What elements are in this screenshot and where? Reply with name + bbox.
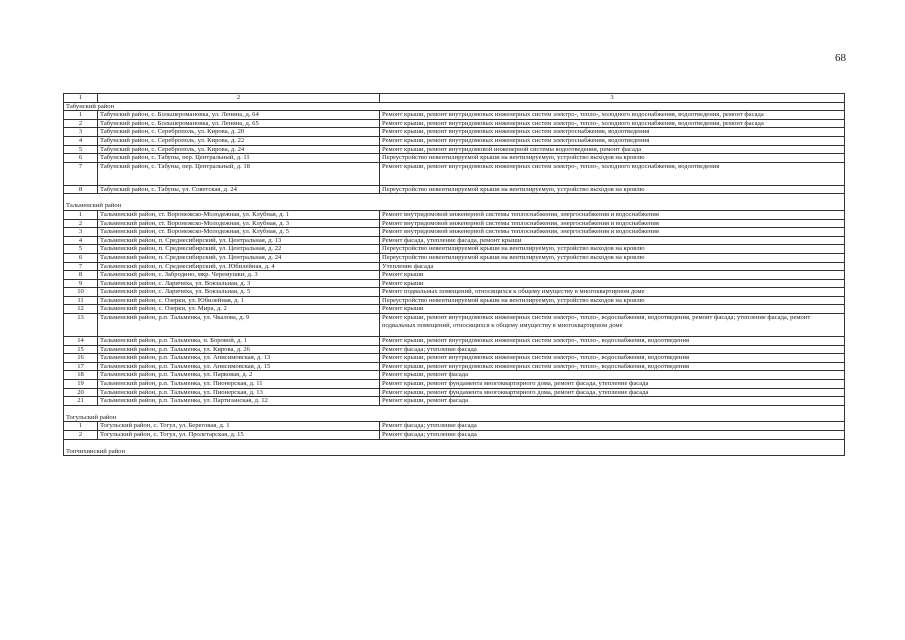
row-work: Ремонт крыши, ремонт внутридомовой инженерной системы водоотведения, ремонт фасада xyxy=(380,145,845,154)
row-number: 20 xyxy=(64,388,98,397)
row-address: Тальменский район, р.п. Тальменка, ул. Пионерская, д. 13 xyxy=(98,388,380,397)
row-number: 15 xyxy=(64,345,98,354)
region-title: Тогульский район xyxy=(64,405,845,422)
row-work: Ремонт крыши, ремонт внутридомовых инженерных систем электро-, тепло-, водоснабжения, водоотведения xyxy=(380,337,845,346)
row-number: 3 xyxy=(64,128,98,137)
row-address: Тальменский район, р.п. Тальменка, ул. Анисимовская, д. 13 xyxy=(98,354,380,363)
row-address: Тальменский район, р.п. Тальменка, ул. Парковая, д. 2 xyxy=(98,371,380,380)
region-row xyxy=(64,439,845,456)
table-row xyxy=(64,431,845,440)
row-address: Тальменский район, р.п. Тальменка, ул. Пионерская, д. 11 xyxy=(98,380,380,389)
row-number: 1 xyxy=(64,422,98,431)
table-row xyxy=(64,253,845,262)
table-row xyxy=(64,210,845,219)
table-row xyxy=(64,279,845,288)
header-col-1: 1 xyxy=(64,94,98,103)
table-row xyxy=(64,305,845,314)
row-work: Ремонт внутридомовой инженерной системы теплоснабжения, энергоснабжения и водоснабжения xyxy=(380,210,845,219)
table-row xyxy=(64,296,845,305)
row-work: Ремонт фасада; утепление фасада xyxy=(380,431,845,440)
row-address: Тальменский район, ст. Воронежско-Молодежная, ул. Клубная, д. 5 xyxy=(98,228,380,237)
row-work: Ремонт крыши xyxy=(380,271,845,280)
row-address: Табунский район, с. Сереброполь, ул. Кирова, д. 20 xyxy=(98,128,380,137)
row-number: 7 xyxy=(64,162,98,185)
table-row xyxy=(64,371,845,380)
row-work: Переустройство невентилируемой крыши на вентилируемую, устройство выходов на кровлю xyxy=(380,296,845,305)
row-address: Тальменский район, с. Озерки, ул. Юбилейная, д. 1 xyxy=(98,296,380,305)
table-row xyxy=(64,162,845,185)
table-row xyxy=(64,236,845,245)
row-work: Ремонт крыши, ремонт внутридомовых инженерных систем электро-, тепло-, водоснабжения, водоотведения xyxy=(380,362,845,371)
row-work: Ремонт крыши, ремонт фасада xyxy=(380,371,845,380)
table-row xyxy=(64,354,845,363)
row-number: 4 xyxy=(64,136,98,145)
region-row xyxy=(64,405,845,422)
table-row xyxy=(64,219,845,228)
row-number: 18 xyxy=(64,371,98,380)
header-col-3: 3 xyxy=(380,94,845,103)
row-work: Ремонт фасада; утепление фасада xyxy=(380,345,845,354)
row-number: 2 xyxy=(64,219,98,228)
row-address: Табунский район, с. Сереброполь, ул. Кирова, д. 24 xyxy=(98,145,380,154)
row-work: Переустройство невентилируемой крыши на вентилируемую, устройство выходов на кровлю xyxy=(380,185,845,194)
row-number: 4 xyxy=(64,236,98,245)
row-address: Тальменский район, р.п. Тальменка, ул. Партизанская, д. 12 xyxy=(98,397,380,406)
row-work: Ремонт фасада; утепление фасада xyxy=(380,422,845,431)
row-address: Тальменский район, п. Среднесибирский, ул. Юбилейная, д. 4 xyxy=(98,262,380,271)
row-work: Ремонт крыши, ремонт фундамента многоквартирного дома, ремонт фасада, утепление фасада xyxy=(380,380,845,389)
row-address: Тальменский район, п. Среднесибирский, ул. Центральная, д. 22 xyxy=(98,245,380,254)
row-address: Тальменский район, п. Среднесибирский, ул. Центральная, д. 13 xyxy=(98,236,380,245)
row-address: Тальменский район, с. Озерки, ул. Мира, д. 2 xyxy=(98,305,380,314)
table-row xyxy=(64,380,845,389)
table-row xyxy=(64,345,845,354)
region-title: Тальменский район xyxy=(64,194,845,211)
row-work: Ремонт крыши, ремонт внутридомовых инженерных систем электроснабжения, водоотведения xyxy=(380,136,845,145)
row-address: Табунский район, с. Сереброполь, ул. Кирова, д. 22 xyxy=(98,136,380,145)
row-number: 12 xyxy=(64,305,98,314)
row-address: Табунский район, с. Табуны, пер. Центральный, д. 11 xyxy=(98,154,380,163)
table-row xyxy=(64,128,845,137)
row-work: Ремонт крыши, ремонт внутридомовых инженерных систем электро-, тепло-, холодного водоснабжения, водоотведения, ремонт фасада xyxy=(380,119,845,128)
row-number: 2 xyxy=(64,431,98,440)
table-row xyxy=(64,422,845,431)
table-row xyxy=(64,337,845,346)
row-address: Тальменский район, ст. Воронежско-Молодежная, ул. Клубная, д. 1 xyxy=(98,210,380,219)
row-number: 14 xyxy=(64,337,98,346)
row-address: Тальменский район, с. Забродино, мкр. Черемушки, д. 3 xyxy=(98,271,380,280)
row-work: Ремонт крыши xyxy=(380,279,845,288)
table-row xyxy=(64,136,845,145)
table-row xyxy=(64,145,845,154)
row-work: Ремонт крыши xyxy=(380,305,845,314)
table-row xyxy=(64,154,845,163)
row-work: Переустройство невентилируемой крыши на вентилируемую, устройство выходов на кровлю xyxy=(380,245,845,254)
table-row xyxy=(64,119,845,128)
row-number: 5 xyxy=(64,145,98,154)
row-address: Тальменский район, с. Ларичиха, ул. Вокзальная, д. 3 xyxy=(98,279,380,288)
row-work: Утепление фасада xyxy=(380,262,845,271)
row-work: Ремонт крыши, ремонт внутридомовых инженерных систем электро-, тепло-, водоснабжения, водоотведения, ремонт фасада; утепление фасада, ремонт подвальных помещений, относящихся к общему имуществу в многоквартирном доме xyxy=(380,314,845,337)
row-work: Ремонт крыши, ремонт фундамента многоквартирного дома, ремонт фасада, утепление фасада xyxy=(380,388,845,397)
table-row xyxy=(64,288,845,297)
table-row xyxy=(64,397,845,406)
table-row xyxy=(64,314,845,337)
row-number: 1 xyxy=(64,111,98,120)
row-number: 2 xyxy=(64,119,98,128)
row-number: 19 xyxy=(64,380,98,389)
row-address: Тогульский район, с. Тогул, ул. Береговая, д. 1 xyxy=(98,422,380,431)
row-number: 17 xyxy=(64,362,98,371)
row-work: Ремонт крыши, ремонт внутридомовых инженерных систем электроснабжения, водоотведения xyxy=(380,128,845,137)
row-address: Тальменский район, р.п. Тальменка, ул. Кирова, д. 26 xyxy=(98,345,380,354)
row-address: Тогульский район, с. Тогул, ул. Пролетарская, д. 15 xyxy=(98,431,380,440)
row-number: 9 xyxy=(64,279,98,288)
row-number: 1 xyxy=(64,210,98,219)
row-work: Ремонт внутридомовой инженерной системы теплоснабжения, энергоснабжения и водоснабжения xyxy=(380,228,845,237)
table-row xyxy=(64,245,845,254)
row-address: Тальменский район, с. Ларичиха, ул. Вокзальная, д. 5 xyxy=(98,288,380,297)
row-number: 21 xyxy=(64,397,98,406)
row-number: 10 xyxy=(64,288,98,297)
table-row xyxy=(64,388,845,397)
header-row xyxy=(64,94,845,103)
row-number: 8 xyxy=(64,271,98,280)
row-work: Ремонт крыши, ремонт внутридомовых инженерных систем электро-, тепло-, холодного водоснабжения, водоотведения xyxy=(380,162,845,185)
row-work: Ремонт крыши, ремонт фасада xyxy=(380,397,845,406)
row-address: Тальменский район, р.п. Тальменка, п. Боровой, д. 1 xyxy=(98,337,380,346)
row-address: Табунский район, с. Большеромановка, ул. Ленина, д. 64 xyxy=(98,111,380,120)
row-work: Ремонт подвальных помещений, относящихся к общему имуществу в многоквартирном доме xyxy=(380,288,845,297)
header-col-2: 2 xyxy=(98,94,380,103)
table-row xyxy=(64,262,845,271)
region-title: Топчихинский район xyxy=(64,439,845,456)
row-work: Ремонт крыши, ремонт внутридомовых инженерных систем электро-, тепло-, холодного водоснабжения, водоотведения, ремонт фасада xyxy=(380,111,845,120)
region-row xyxy=(64,102,845,111)
region-title: Табунский район xyxy=(64,102,845,111)
table-row xyxy=(64,111,845,120)
region-row xyxy=(64,194,845,211)
row-work: Ремонт крыши, ремонт внутридомовых инженерных систем электро-, тепло-, водоснабжения, водоотведения xyxy=(380,354,845,363)
table-row xyxy=(64,185,845,194)
row-address: Табунский район, с. Табуны, ул. Советская, д. 24 xyxy=(98,185,380,194)
row-address: Тальменский район, ст. Воронежско-Молодежная, ул. Клубная, д. 3 xyxy=(98,219,380,228)
table-row xyxy=(64,362,845,371)
table-row xyxy=(64,271,845,280)
row-address: Табунский район, с. Большеромановка, ул. Ленина, д. 65 xyxy=(98,119,380,128)
row-work: Ремонт фасада, утепление фасада, ремонт крыши xyxy=(380,236,845,245)
row-number: 13 xyxy=(64,314,98,337)
row-address: Табунский район, с. Табуны, пер. Центральный, д. 18 xyxy=(98,162,380,185)
row-address: Тальменский район, р.п. Тальменка, ул. Чкалова, д. 9 xyxy=(98,314,380,337)
row-number: 5 xyxy=(64,245,98,254)
row-address: Тальменский район, п. Среднесибирский, ул. Центральная, д. 24 xyxy=(98,253,380,262)
page-number: 68 xyxy=(835,52,846,64)
row-number: 11 xyxy=(64,296,98,305)
row-number: 6 xyxy=(64,253,98,262)
repair-table xyxy=(63,93,845,456)
row-work: Переустройство невентилируемой крыши на вентилируемую, устройство выходов на кровлю xyxy=(380,154,845,163)
row-work: Переустройство невентилируемой крыши на вентилируемую, устройство выходов на кровлю xyxy=(380,253,845,262)
table-row xyxy=(64,228,845,237)
row-number: 6 xyxy=(64,154,98,163)
row-work: Ремонт внутридомовой инженерной системы теплоснабжения, энергоснабжения и водоснабжения xyxy=(380,219,845,228)
row-number: 16 xyxy=(64,354,98,363)
row-number: 3 xyxy=(64,228,98,237)
row-number: 7 xyxy=(64,262,98,271)
row-number: 8 xyxy=(64,185,98,194)
row-address: Тальменский район, р.п. Тальменка, ул. Анисимовская, д. 15 xyxy=(98,362,380,371)
